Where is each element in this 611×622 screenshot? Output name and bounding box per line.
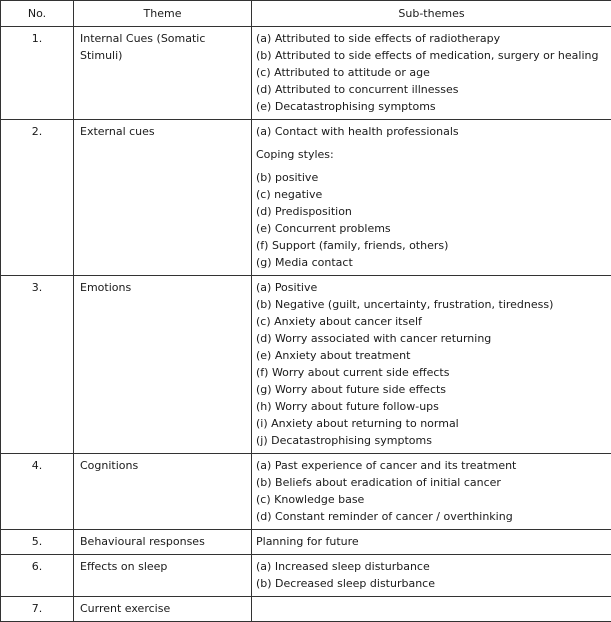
- table-row: [1, 27, 611, 120]
- subtheme-item: (b) Attributed to side effects of medication, surgery or healing: [256, 47, 611, 64]
- subtheme-item: (b) Beliefs about eradication of initial cancer: [256, 474, 611, 491]
- subtheme-item: (b) Decreased sleep disturbance: [256, 575, 611, 592]
- subtheme-item: (h) Worry about future follow-ups: [256, 398, 611, 415]
- theme-cell: Effects on sleep: [74, 555, 252, 597]
- subthemes-cell: [252, 530, 611, 555]
- subtheme-item: (c) negative: [256, 186, 611, 203]
- subtheme-item: (e) Concurrent problems: [256, 220, 611, 237]
- subtheme-item: (g) Worry about future side effects: [256, 381, 611, 398]
- table-row: [1, 530, 611, 555]
- subtheme-item: (a) Past experience of cancer and its treatment: [256, 457, 611, 474]
- subtheme-item: (d) Predisposition: [256, 203, 611, 220]
- subthemes-cell: [252, 276, 611, 454]
- subtheme-item: (g) Media contact: [256, 254, 611, 271]
- subthemes-cell: [252, 27, 611, 120]
- subtheme-item: (f) Support (family, friends, others): [256, 237, 611, 254]
- subtheme-item: (a) Attributed to side effects of radiotherapy: [256, 30, 611, 47]
- theme-cell: Internal Cues (Somatic Stimuli): [74, 27, 252, 120]
- header-theme: Theme: [74, 1, 252, 27]
- subtheme-item: (d) Worry associated with cancer returning: [256, 330, 611, 347]
- row-number: 1.: [1, 27, 74, 120]
- table-row: [1, 597, 611, 622]
- subtheme-item: (c) Attributed to attitude or age: [256, 64, 611, 81]
- subthemes-cell: [252, 120, 611, 276]
- subthemes-cell: [252, 555, 611, 597]
- table-row: [1, 454, 611, 530]
- table-row: [1, 555, 611, 597]
- subtheme-item: (j) Decatastrophising symptoms: [256, 432, 611, 449]
- subtheme-item: (c) Anxiety about cancer itself: [256, 313, 611, 330]
- table-row: [1, 276, 611, 454]
- header-no: No.: [1, 1, 74, 27]
- theme-cell: External cues: [74, 120, 252, 276]
- row-number: 3.: [1, 276, 74, 454]
- subtheme-item: (a) Positive: [256, 279, 611, 296]
- subtheme-item: (d) Attributed to concurrent illnesses: [256, 81, 611, 98]
- subtheme-item: (b) positive: [256, 169, 611, 186]
- empty-cell: [256, 600, 611, 617]
- subtheme-item: (a) Contact with health professionals: [256, 123, 611, 140]
- table-row: [1, 120, 611, 276]
- row-number: 2.: [1, 120, 74, 276]
- subtheme-item: (e) Decatastrophising symptoms: [256, 98, 611, 115]
- row-number: 6.: [1, 555, 74, 597]
- subtheme-item: (d) Constant reminder of cancer / overthinking: [256, 508, 611, 525]
- subtheme-item: (a) Increased sleep disturbance: [256, 558, 611, 575]
- subtheme-item: (i) Anxiety about returning to normal: [256, 415, 611, 432]
- subtheme-item: (c) Knowledge base: [256, 491, 611, 508]
- theme-cell: Emotions: [74, 276, 252, 454]
- subtheme-item: (b) Negative (guilt, uncertainty, frustration, tiredness): [256, 296, 611, 313]
- header-subthemes: Sub-themes: [252, 1, 611, 27]
- subthemes-cell: [252, 597, 611, 622]
- theme-cell: Behavioural responses: [74, 530, 252, 555]
- theme-cell: Current exercise: [74, 597, 252, 622]
- header-row: [1, 1, 611, 27]
- row-number: 4.: [1, 454, 74, 530]
- row-number: 7.: [1, 597, 74, 622]
- theme-cell: Cognitions: [74, 454, 252, 530]
- subtheme-heading: Coping styles:: [256, 146, 611, 163]
- subtheme-item: (e) Anxiety about treatment: [256, 347, 611, 364]
- subthemes-cell: [252, 454, 611, 530]
- row-number: 5.: [1, 530, 74, 555]
- subtheme-item: Planning for future: [256, 533, 611, 550]
- subtheme-item: (f) Worry about current side effects: [256, 364, 611, 381]
